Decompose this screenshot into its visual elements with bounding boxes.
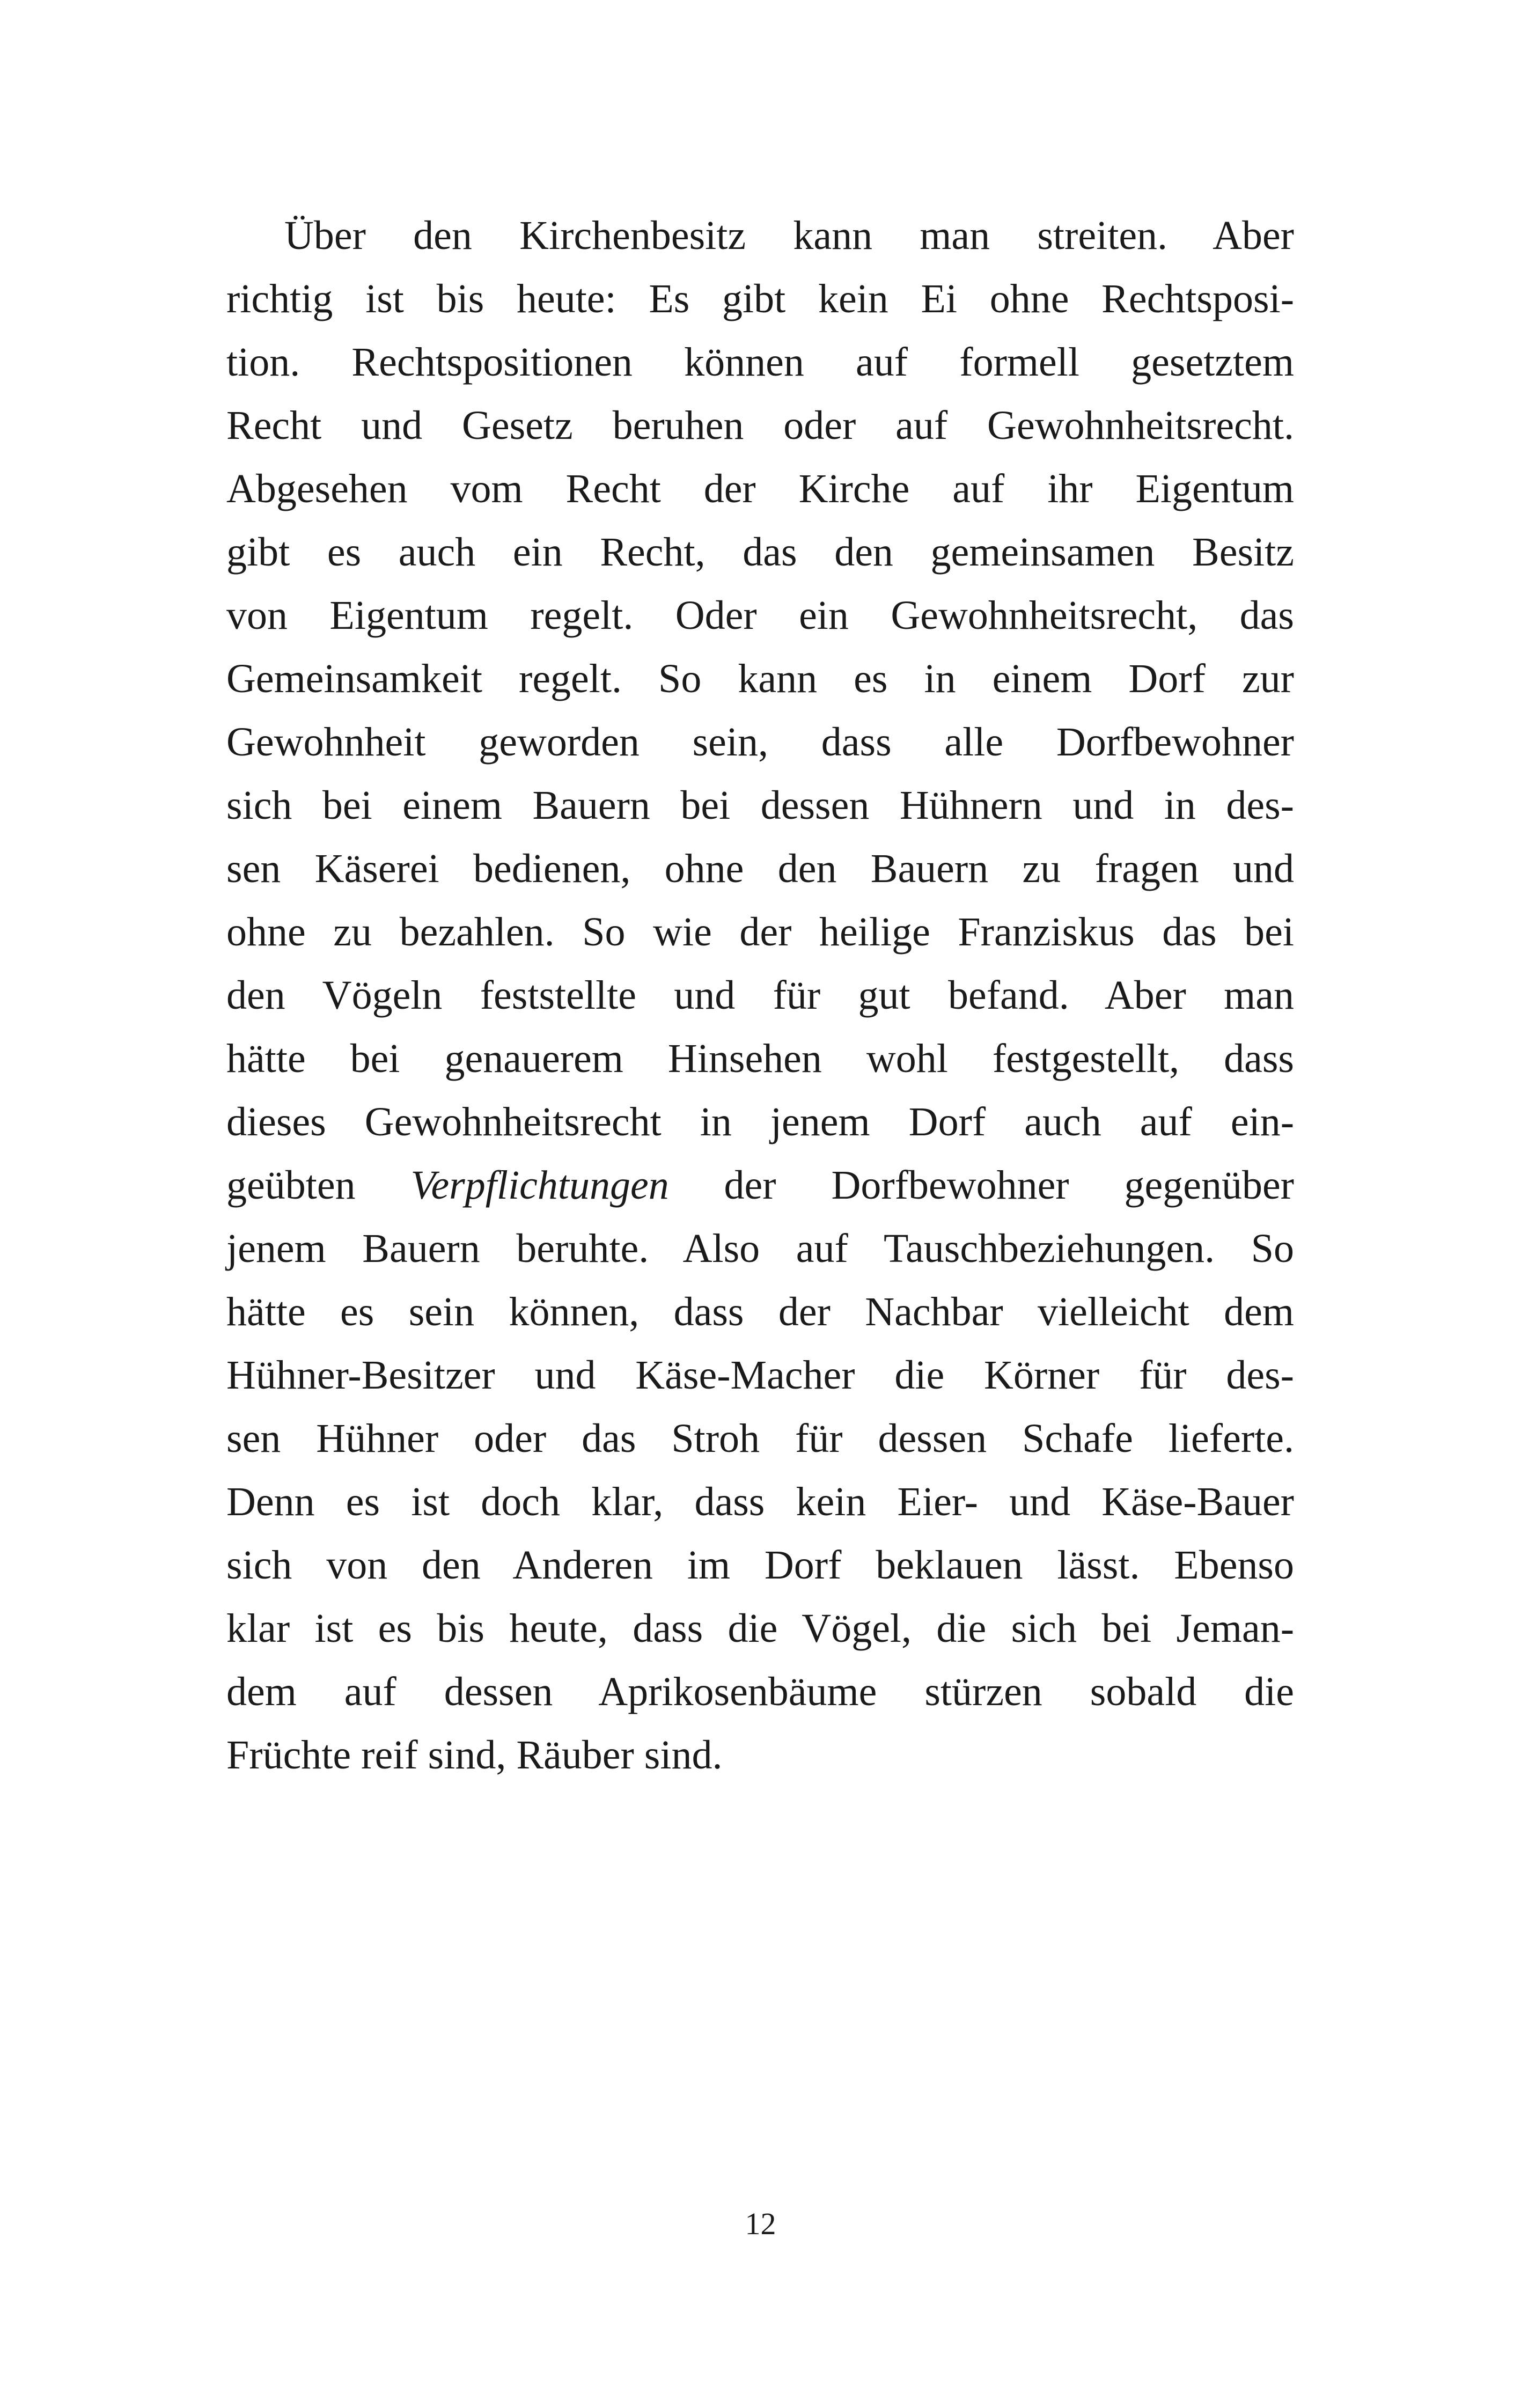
text-line: Gewohnheit geworden sein, dass alle Dorfbewohner xyxy=(226,720,1294,765)
text-line: richtig ist bis heute: Es gibt kein Ei ohne Rechtsposi- xyxy=(226,276,1294,321)
text-line: Denn es ist doch klar, dass kein Eier- und Käse-Bauer xyxy=(226,1479,1294,1524)
body-paragraph xyxy=(226,204,1294,1787)
text-line: sen Käserei bedienen, ohne den Bauern zu fragen und xyxy=(226,846,1294,891)
text-line: sich von den Anderen im Dorf beklauen lässt. Ebenso xyxy=(226,1543,1294,1588)
text-line: sich bei einem Bauern bei dessen Hühnern und in des- xyxy=(226,783,1294,828)
text-line: gibt es auch ein Recht, das den gemeinsamen Besitz xyxy=(226,530,1294,575)
text-line: sen Hühner oder das Stroh für dessen Schafe lieferte. xyxy=(226,1416,1294,1461)
text-line-with-italic xyxy=(226,1154,1294,1217)
italic-emphasis: Verpflichtungen xyxy=(410,1163,669,1208)
text-line: hätte es sein können, dass der Nachbar vielleicht dem xyxy=(226,1289,1294,1334)
text-line: Hühner-Besitzer und Käse-Macher die Körner für des- xyxy=(226,1353,1294,1398)
text-segment: der Dorfbewohner gegenüber xyxy=(668,1163,1294,1208)
text-line: Über den Kirchenbesitz kann man streiten. Aber xyxy=(284,213,1294,258)
text-line: von Eigentum regelt. Oder ein Gewohnheitsrecht, das xyxy=(226,593,1294,638)
text-line: jenem Bauern beruhte. Also auf Tauschbeziehungen. So xyxy=(226,1226,1294,1271)
text-line: den Vögeln feststellte und für gut befand. Aber man xyxy=(226,973,1294,1018)
text-line: Abgesehen vom Recht der Kirche auf ihr Eigentum xyxy=(226,466,1294,511)
text-line: dem auf dessen Aprikosenbäume stürzen sobald die xyxy=(226,1669,1294,1714)
text-line: Früchte reif sind, Räuber sind. xyxy=(226,1732,723,1778)
text-line: dieses Gewohnheitsrecht in jenem Dorf auch auf ein- xyxy=(226,1099,1294,1144)
page-number: 12 xyxy=(745,2206,776,2241)
text-line: Recht und Gesetz beruhen oder auf Gewohnheitsrecht. xyxy=(226,403,1294,448)
text-line: klar ist es bis heute, dass die Vögel, die sich bei Jeman- xyxy=(226,1606,1294,1651)
text-line: ohne zu bezahlen. So wie der heilige Franziskus das bei xyxy=(226,909,1294,955)
text-line: Gemeinsamkeit regelt. So kann es in einem Dorf zur xyxy=(226,656,1294,701)
text-segment: geübten xyxy=(226,1163,411,1208)
text-line: tion. Rechtspositionen können auf formell gesetztem xyxy=(226,340,1294,385)
text-line: hätte bei genauerem Hinsehen wohl festgestellt, dass xyxy=(226,1036,1294,1081)
